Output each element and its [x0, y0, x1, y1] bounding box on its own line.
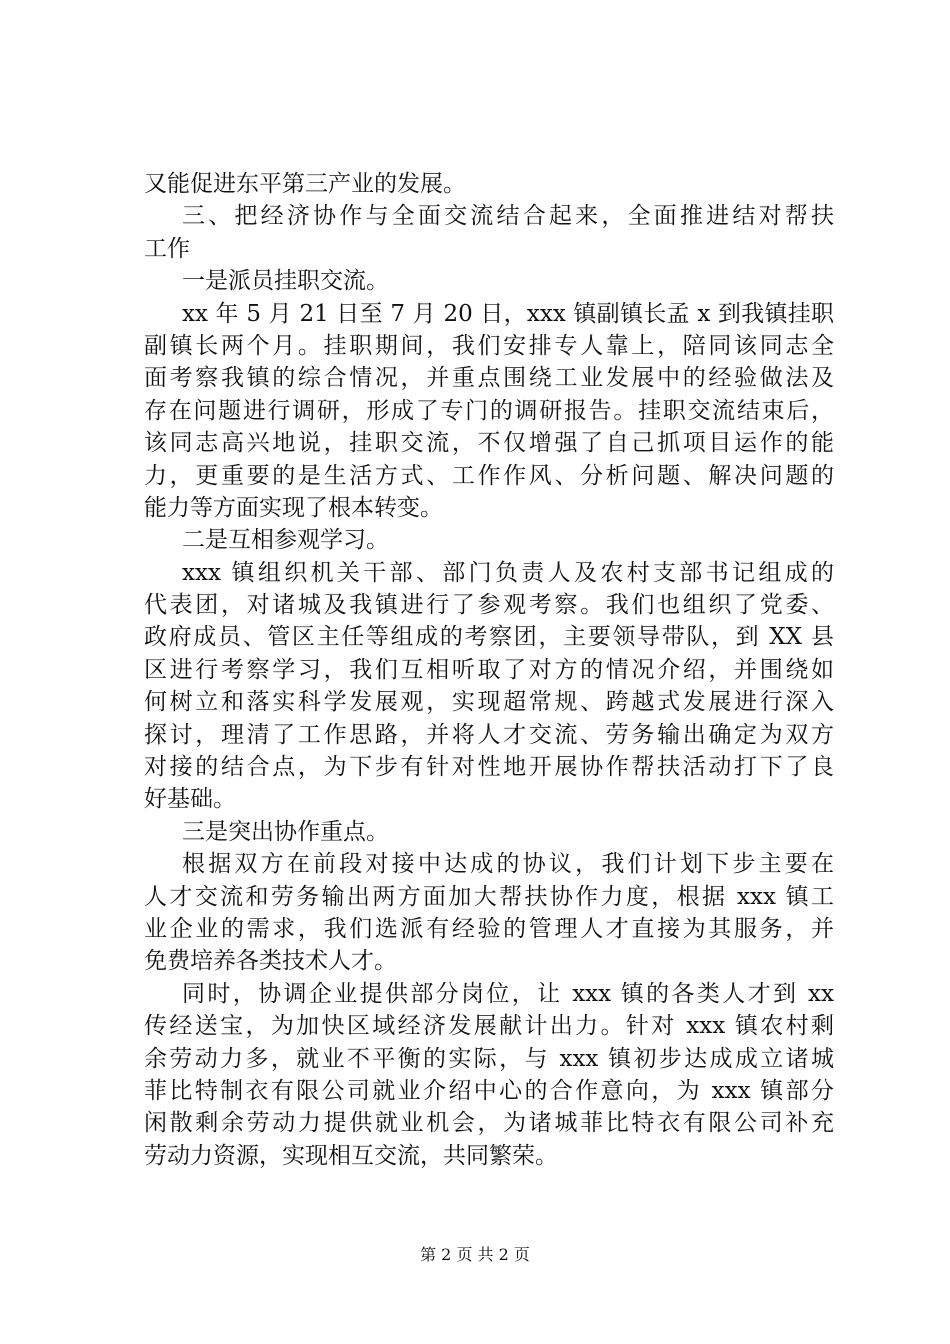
- text-line: 面考察我镇的综合情况，并重点围绕工业发展中的经验做法及: [144, 365, 834, 392]
- text-line: 该同志高兴地说，挂职交流，不仅增强了自己抓项目运作的能: [144, 430, 834, 457]
- text-line: 三是突出协作重点。: [182, 818, 389, 845]
- text-line: 传经送宝，为加快区域经济发展献计出力。针对 xxx 镇农村剩: [144, 1013, 834, 1040]
- text-line: 劳动力资源，实现相互交流，共同繁荣。: [144, 1142, 558, 1169]
- text-line: 对接的结合点，为下步有针对性地开展协作帮扶活动打下了良: [144, 754, 834, 781]
- text-line: 能力等方面实现了根本转变。: [144, 494, 443, 521]
- text-line: 余劳动力多，就业不平衡的实际，与 xxx 镇初步达成成立诸城: [144, 1045, 834, 1072]
- text-line: xx 年 5 月 21 日至 7 月 20 日，xxx 镇副镇长孟 x 到我镇挂职: [182, 300, 835, 327]
- text-line: 工作: [144, 235, 190, 262]
- text-line: 业企业的需求，我们选派有经验的管理人才直接为其服务，并: [144, 915, 834, 942]
- text-line: 何树立和落实科学发展观，实现超常规、跨越式发展进行深入: [144, 689, 834, 716]
- text-line: 力，更重要的是生活方式、工作作风、分析问题、解决问题的: [144, 462, 834, 489]
- text-line: 同时，协调企业提供部分岗位，让 xxx 镇的各类人才到 xx: [182, 980, 834, 1007]
- text-line: 又能促进东平第三产业的发展。: [144, 171, 466, 197]
- text-line: 三、把经济协作与全面交流结合起来，全面推进结对帮扶: [182, 203, 834, 230]
- text-line: 二是互相参观学习。: [182, 527, 389, 554]
- text-line: 政府成员、管区主任等组成的考察团，主要领导带队，到 XX 县: [144, 624, 834, 651]
- text-line: 好基础。: [144, 786, 236, 813]
- text-line: 免费培养各类技术人才。: [144, 948, 397, 975]
- text-line: 区进行考察学习，我们互相听取了对方的情况介绍，并围绕如: [144, 656, 834, 683]
- text-line: 代表团，对诸城及我镇进行了参观考察。我们也组织了党委、: [144, 592, 834, 619]
- text-line: 人才交流和劳务输出两方面加大帮扶协作力度，根据 xxx 镇工: [144, 883, 834, 910]
- text-line: xxx 镇组织机关干部、部门负责人及农村支部书记组成的: [182, 559, 834, 586]
- text-line: 存在问题进行调研，形成了专门的调研报告。挂职交流结束后，: [144, 397, 834, 424]
- text-line: 一是派员挂职交流。: [182, 268, 389, 295]
- text-line: 闲散剩余劳动力提供就业机会，为诸城菲比特衣有限公司补充: [144, 1110, 834, 1137]
- text-line: 菲比特制衣有限公司就业介绍中心的合作意向，为 xxx 镇部分: [144, 1077, 834, 1104]
- text-line: 探讨，理清了工作思路，并将人才交流、劳务输出确定为双方: [144, 721, 834, 748]
- page-number-label: 第 2 页 共 2 页: [420, 1245, 530, 1264]
- text-line: 副镇长两个月。挂职期间，我们安排专人靠上，陪同该同志全: [144, 332, 834, 359]
- page-footer: [0, 1245, 950, 1265]
- text-line: 根据双方在前段对接中达成的协议，我们计划下步主要在: [182, 851, 834, 878]
- document-body: [144, 168, 834, 1172]
